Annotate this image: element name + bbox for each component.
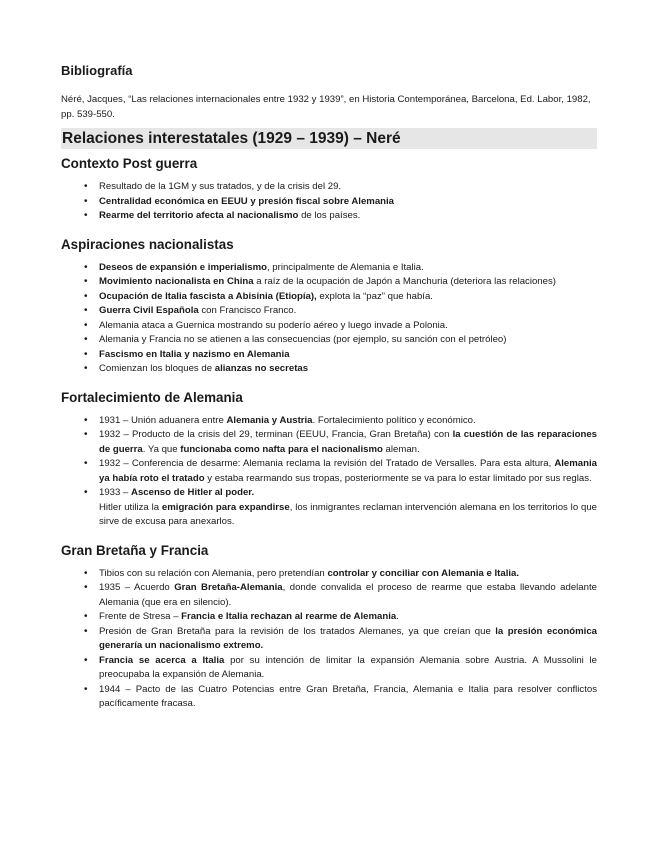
section-title: Relaciones interestatales (1929 – 1939) – Neré — [61, 128, 597, 149]
subsection-heading: Aspiraciones nacionalistas — [61, 236, 234, 252]
list-item: • Alemania ataca a Guernica mostrando su poderío aéreo y luego invade a Polonia. — [61, 319, 597, 334]
bullet-list — [61, 261, 597, 377]
list-item: • 1931 – Unión aduanera entre Alemania y Austria. Fortalecimiento político y económico. — [61, 414, 597, 429]
list-item: • Deseos de expansión e imperialismo, principalmente de Alemania e Italia. — [61, 261, 597, 276]
subsection-heading: Fortalecimiento de Alemania — [61, 389, 243, 405]
list-item: • Ocupación de Italia fascista a Abisinia (Etiopía), explota la “paz” que había. — [61, 290, 597, 305]
list-item: • 1932 – Producto de la crisis del 29, terminan (EEUU, Francia, Gran Bretaña) con la cuestión de las reparaciones de guerra. Ya que funcionaba como nafta para el nacionalismo aleman. — [61, 428, 597, 457]
list-item: • Alemania y Francia no se atienen a las consecuencias (por ejemplo, su sanción con el petróleo) — [61, 333, 597, 348]
subsection-heading: Contexto Post guerra — [61, 156, 198, 171]
sections-container — [61, 155, 597, 712]
list-item: • Resultado de la 1GM y sus tratados, y de la crisis del 29. — [61, 180, 597, 195]
list-item: • Frente de Stresa – Francia e Italia rechazan al rearme de Alemania. — [61, 610, 597, 625]
list-item: • Francia se acerca a Italia por su intención de limitar la expansión Alemania sobre Austria. A Mussolini le preocupaba la expansión de Alemania. — [61, 654, 597, 683]
list-item: • Fascismo en Italia y nazismo en Alemania — [61, 348, 597, 363]
list-item: • 1935 – Acuerdo Gran Bretaña-Alemania, donde convalida el proceso de rearme que estaba llevando adelante Alemania (que era en silencio). — [61, 581, 597, 610]
list-item: • Centralidad económica en EEUU y presión fiscal sobre Alemania — [61, 195, 597, 210]
list-item: • Tibios con su relación con Alemania, pero pretendían controlar y conciliar con Alemania e Italia. — [61, 567, 597, 582]
bibliography-heading: Bibliografía — [61, 63, 133, 78]
list-item: • 1932 – Conferencia de desarme: Alemania reclama la revisión del Tratado de Versalles. Para esta altura, Alemania ya había roto el tratado y estaba rearmando sus tropas, posteriormente se va para lo estar limitado por sus reglas. — [61, 457, 597, 486]
list-item: • 1944 – Pacto de las Cuatro Potencias entre Gran Bretaña, Francia, Alemania e Italia para resolver conflictos pacíficamente fracasa. — [61, 683, 597, 712]
bibliography-reference: Néré, Jacques, “Las relaciones internacionales entre 1932 y 1939”, en Historia Contemporánea, Barcelona, Ed. Labor, 1982, pp. 539-550. — [61, 94, 591, 120]
list-item: • Comienzan los bloques de alianzas no secretas — [61, 362, 597, 377]
document-page — [61, 62, 597, 712]
list-item: • Presión de Gran Bretaña para la revisión de los tratados Alemanes, ya que creían que la presión económica generaría un nacionalismo extremo. — [61, 625, 597, 654]
subsection-heading: Gran Bretaña y Francia — [61, 542, 209, 558]
list-item: • 1933 – Ascenso de Hitler al poder. Hitler utiliza la emigración para expandirse, los inmigrantes reclaman intervención alemana en los territorios lo que sirve de excusa para anexarlos. — [61, 486, 597, 530]
bullet-list — [61, 414, 597, 530]
bullet-list — [61, 180, 597, 224]
list-item: • Rearme del territorio afecta al nacionalismo de los países. — [61, 209, 597, 224]
list-item: • Guerra Civil Española con Francisco Franco. — [61, 304, 597, 319]
list-item: • Movimiento nacionalista en China a raíz de la ocupación de Japón a Manchuria (deteriora las relaciones) — [61, 275, 597, 290]
bullet-list — [61, 567, 597, 712]
